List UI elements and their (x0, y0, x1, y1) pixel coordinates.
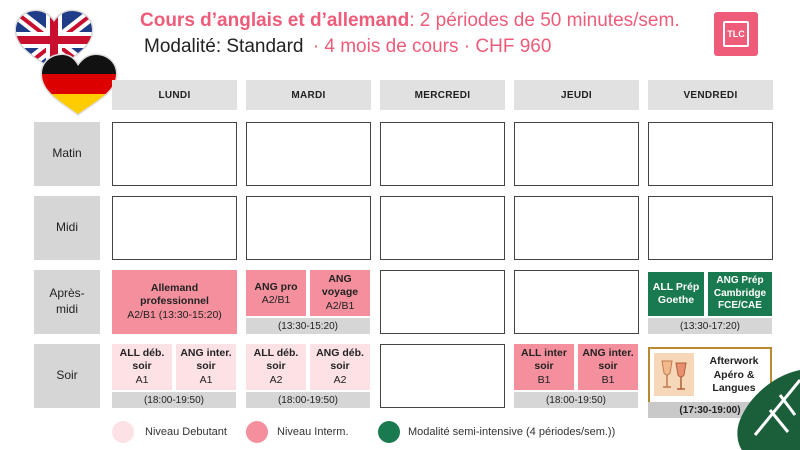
course-name: ALL déb. soir (119, 347, 165, 373)
course-jeudi-soir-2[interactable] (578, 344, 638, 390)
time-lundi-soir: (18:00-19:50) (112, 392, 236, 408)
course-name: ANG pro (254, 280, 298, 293)
legend-label-semi-intensive: Modalité semi-intensive (4 périodes/sem.)) (408, 426, 616, 438)
legend-label-intermediaire: Niveau Interm. (277, 426, 349, 438)
row-label-apres-midi: Après- midi (34, 270, 100, 334)
time-mardi-apres-midi: (13:30-15:20) (246, 318, 370, 334)
legend-swatch-debutant (112, 421, 134, 443)
slot-jeudi-midi (514, 196, 639, 260)
slot-jeudi-apres-midi (514, 270, 639, 334)
slot-jeudi-matin (514, 122, 639, 186)
time-jeudi-soir: (18:00-19:50) (514, 392, 638, 408)
logo-text: TLC (723, 21, 749, 47)
course-vendredi-apres-midi-1[interactable] (648, 272, 704, 316)
course-name: ANG voyage (321, 273, 359, 299)
tlc-logo (714, 12, 758, 56)
legend-label-debutant: Niveau Debutant (145, 426, 227, 438)
course-name: Allemand professionnel (140, 282, 209, 308)
slot-mardi-midi (246, 196, 371, 260)
slot-mercredi-matin (380, 122, 505, 186)
course-name: ALL déb. soir (253, 347, 299, 373)
day-header-mardi: MARDI (246, 80, 371, 110)
course-name: ANG inter. soir (582, 347, 634, 373)
slot-lundi-matin (112, 122, 237, 186)
day-header-vendredi: VENDREDI (648, 80, 773, 110)
course-level: A2/B1 (325, 299, 355, 312)
day-header-mercredi: MERCREDI (380, 80, 505, 110)
course-mardi-apres-midi-1[interactable] (246, 270, 306, 316)
monstera-leaf-icon (680, 340, 800, 450)
course-jeudi-soir-1[interactable] (514, 344, 574, 390)
course-level: A1 (135, 373, 149, 386)
course-mardi-apres-midi-2[interactable] (310, 270, 370, 316)
course-level: A2 (269, 373, 283, 386)
course-name: ANG Prép Cambridge FCE/CAE (713, 275, 767, 312)
time-mardi-soir: (18:00-19:50) (246, 392, 370, 408)
course-mardi-soir-1[interactable] (246, 344, 306, 390)
legend-swatch-semi-intensive (378, 421, 400, 443)
slot-mardi-matin (246, 122, 371, 186)
course-level: A2/B1 (261, 294, 291, 306)
slot-vendredi-matin (648, 122, 773, 186)
time-vendredi-apres-midi: (13:30-17:20) (648, 318, 772, 334)
course-mardi-soir-2[interactable] (310, 344, 370, 390)
course-name: ANG inter. soir (180, 347, 232, 373)
legend-swatch-intermediaire (246, 421, 268, 443)
course-lundi-soir-2[interactable] (176, 344, 236, 390)
modality-line: Modalité: Standard · 4 mois de cours · CHF 960 (140, 36, 551, 58)
day-header-lundi: LUNDI (112, 80, 237, 110)
uk-germany-flags-icon (10, 8, 120, 116)
course-name: ALL inter soir (521, 347, 567, 373)
course-name: Afterwork Apéro & Langues (709, 355, 759, 395)
slot-mercredi-soir (380, 344, 505, 408)
slot-mercredi-midi (380, 196, 505, 260)
course-level: B1 (601, 373, 615, 386)
row-label-midi: Midi (34, 196, 100, 260)
slot-mercredi-apres-midi (380, 270, 505, 334)
day-header-jeudi: JEUDI (514, 80, 639, 110)
course-lundi-soir-1[interactable] (112, 344, 172, 390)
course-level: B1 (537, 373, 551, 386)
time-vendredi-soir: (17:30-19:00) (648, 402, 772, 418)
slot-vendredi-midi (648, 196, 773, 260)
course-level: A2/B1 (13:30-15:20) (127, 308, 222, 321)
course-name: ALL Prép Goethe (652, 280, 700, 306)
row-label-soir: Soir (34, 344, 100, 408)
page-title: Cours d’anglais et d’allemand: 2 périodes de 50 minutes/sem. (140, 10, 680, 31)
row-label-matin: Matin (34, 122, 100, 186)
course-lundi-apres-midi[interactable] (112, 270, 237, 334)
course-level: A1 (199, 373, 213, 386)
slot-lundi-midi (112, 196, 237, 260)
modality-highlight: Modalité: Standard (140, 36, 308, 57)
course-level: A2 (333, 373, 347, 386)
course-name: ANG déb. soir (316, 347, 364, 373)
course-vendredi-apres-midi-2[interactable] (708, 272, 772, 316)
